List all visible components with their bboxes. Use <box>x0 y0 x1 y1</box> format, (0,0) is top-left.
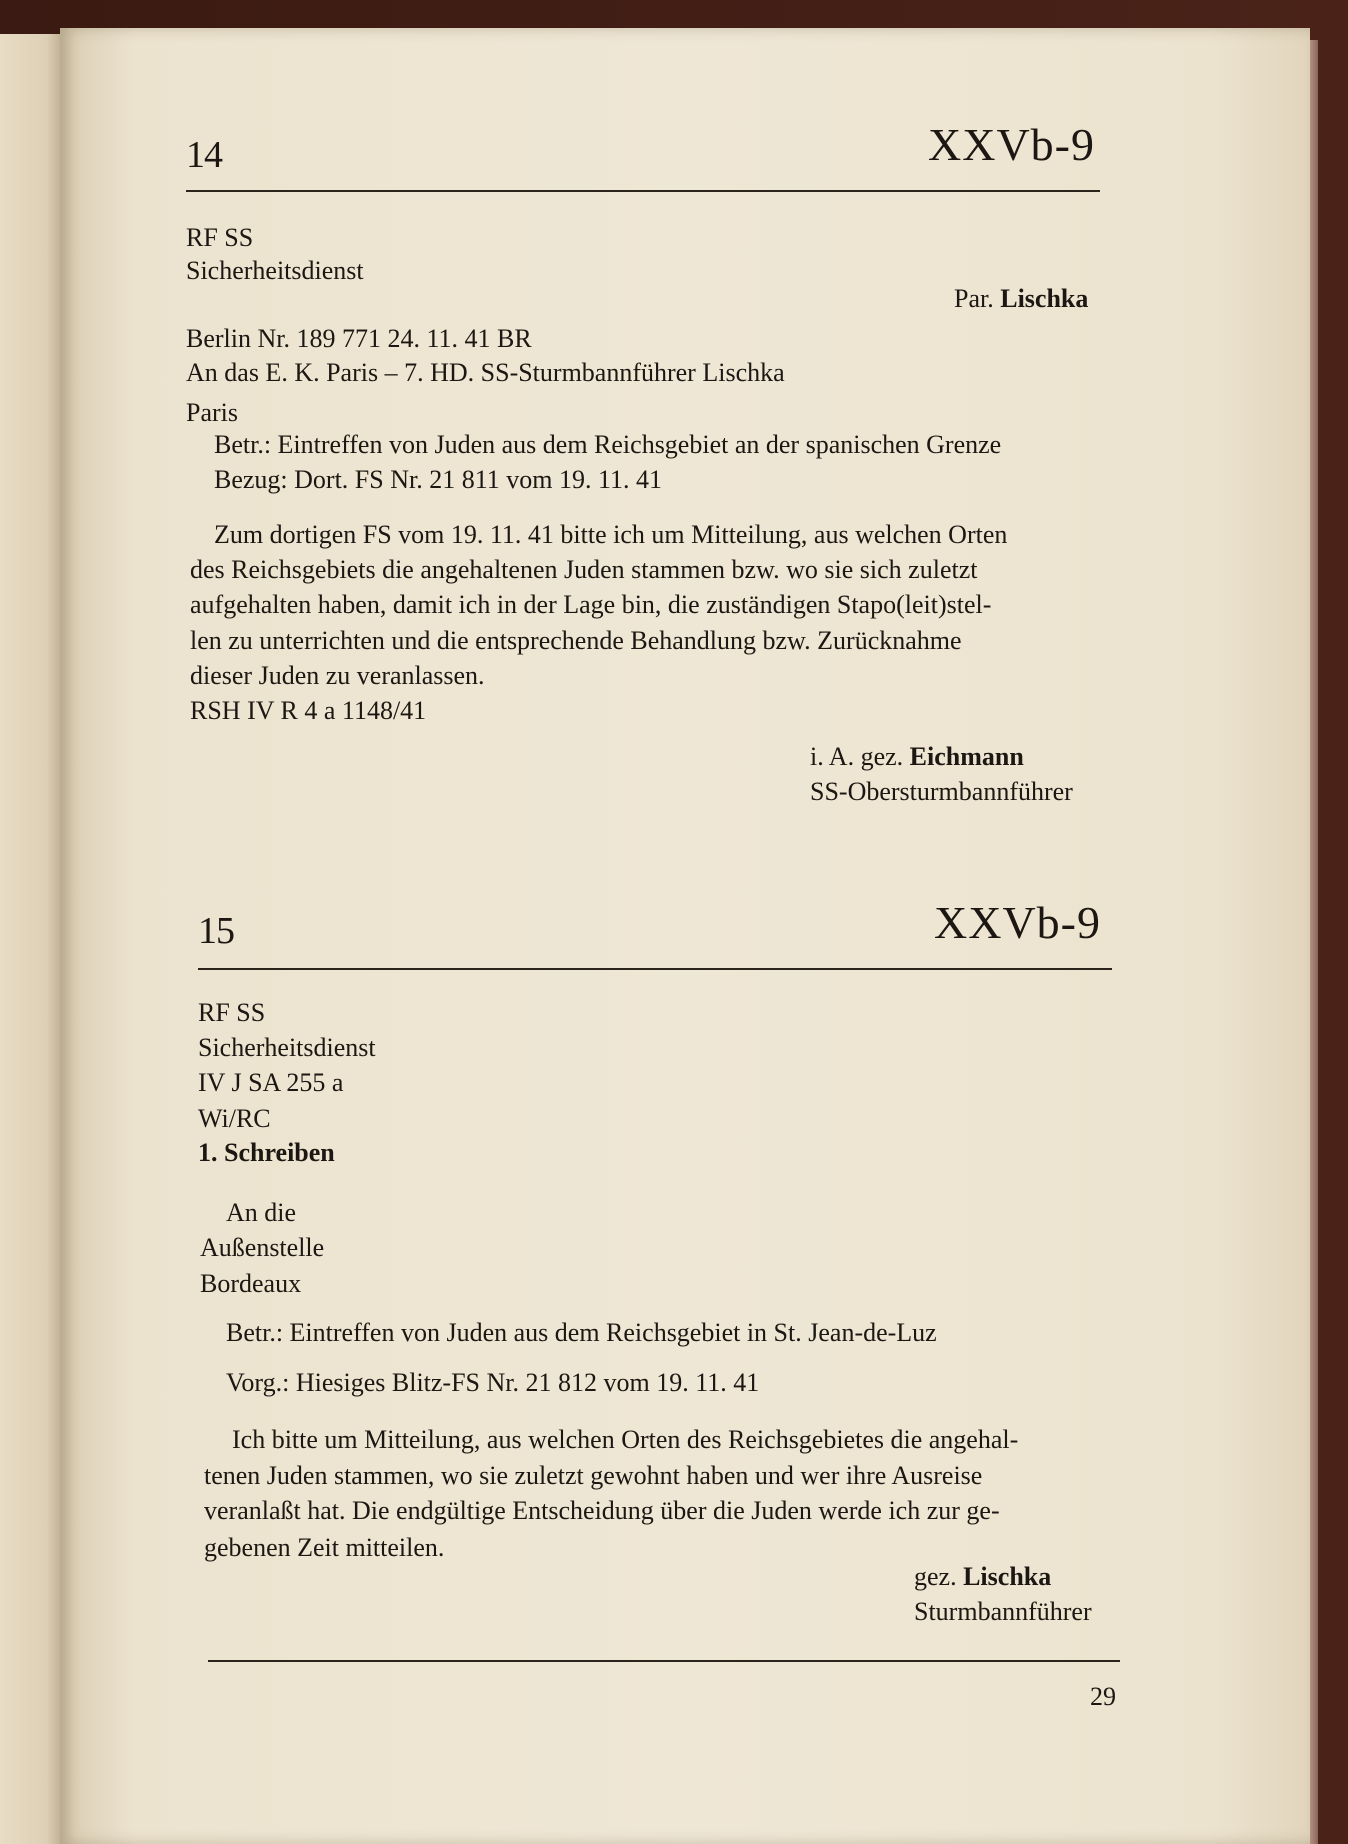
doc15-divider <box>198 968 1112 970</box>
doc15-number: 15 <box>198 910 234 952</box>
doc14-body-line-4: len zu unterrichten und die entsprechende Behandlung bzw. Zurücknahme <box>190 626 962 655</box>
doc15-sign-prefix: gez. <box>914 1562 957 1591</box>
doc15-recipient-1: An die <box>226 1198 297 1227</box>
doc15-recipient-3: Bordeaux <box>200 1269 302 1298</box>
doc14-file-ref: RSH IV R 4 a 1148/41 <box>190 696 427 725</box>
doc14-berlin-line: Berlin Nr. 189 771 24. 11. 41 BR <box>186 324 532 353</box>
doc14-sign-rank: SS-Obersturmbannführer <box>810 777 1073 806</box>
doc15-body-line-4: gebenen Zeit mitteilen. <box>204 1533 445 1562</box>
doc14-divider <box>186 190 1100 192</box>
doc15-subject: Betr.: Eintreffen von Juden aus dem Reichsgebiet in St. Jean-de-Luz <box>226 1318 937 1347</box>
doc15-letter-type: 1. Schreiben <box>198 1138 335 1167</box>
doc14-code: XXVb-9 <box>928 119 1095 170</box>
page-number: 29 <box>1090 1682 1116 1711</box>
doc14-par-name: Lischka <box>1000 284 1089 313</box>
doc14-signature <box>810 744 1024 770</box>
doc14-body-line-3: aufgehalten haben, damit ich in der Lage bin, die zuständigen Stapo(leit)stel- <box>190 590 992 619</box>
doc15-body-line-3: veranlaßt hat. Die endgültige Entscheidung über die Juden werde ich zur ge- <box>204 1496 1000 1525</box>
doc15-body-line-1: Ich bitte um Mitteilung, aus welchen Orten des Reichsgebietes die angehal- <box>232 1425 1019 1454</box>
doc14-body-line-2: des Reichsgebiets die angehaltenen Juden stammen bzw. wo sie sich zuletzt <box>190 555 978 584</box>
doc14-city-line: Paris <box>186 398 238 427</box>
doc14-reference: Bezug: Dort. FS Nr. 21 811 vom 19. 11. 41 <box>214 465 663 494</box>
doc15-body-line-2: tenen Juden stammen, wo sie zuletzt gewohnt haben und wer ihre Ausreise <box>204 1461 983 1490</box>
doc14-number: 14 <box>186 134 222 176</box>
doc14-recipient-line: An das E. K. Paris – 7. HD. SS-Sturmbannführer Lischka <box>186 358 785 387</box>
doc14-body-line-5: dieser Juden zu veranlassen. <box>190 661 485 690</box>
doc15-sign-rank: Sturmbannführer <box>914 1597 1092 1626</box>
facing-page-edge <box>0 34 66 1844</box>
book-page <box>60 28 1310 1844</box>
doc14-par <box>954 286 1088 312</box>
doc14-body-line-1: Zum dortigen FS vom 19. 11. 41 bitte ich um Mitteilung, aus welchen Orten <box>214 520 1008 549</box>
doc15-recipient-2: Außenstelle <box>200 1233 325 1262</box>
doc15-sign-name: Lischka <box>963 1562 1052 1591</box>
doc15-previous: Vorg.: Hiesiges Blitz-FS Nr. 21 812 vom 19. 11. 41 <box>226 1368 760 1397</box>
doc15-signature <box>914 1564 1051 1590</box>
footer-divider <box>208 1660 1120 1662</box>
doc15-org2: Sicherheitsdienst <box>198 1033 376 1062</box>
doc15-org3: IV J SA 255 a <box>198 1068 344 1097</box>
doc14-sign-name: Eichmann <box>909 742 1024 771</box>
doc14-org1: RF SS <box>186 223 254 252</box>
doc14-subject: Betr.: Eintreffen von Juden aus dem Reichsgebiet an der spanischen Grenze <box>214 430 1002 459</box>
doc15-org1: RF SS <box>198 998 266 1027</box>
doc15-code: XXVb-9 <box>934 897 1101 948</box>
doc15-org4: Wi/RC <box>198 1104 271 1133</box>
doc14-sign-prefix: i. A. gez. <box>810 742 904 771</box>
doc14-par-prefix: Par. <box>954 284 994 313</box>
doc14-org2: Sicherheitsdienst <box>186 256 364 285</box>
